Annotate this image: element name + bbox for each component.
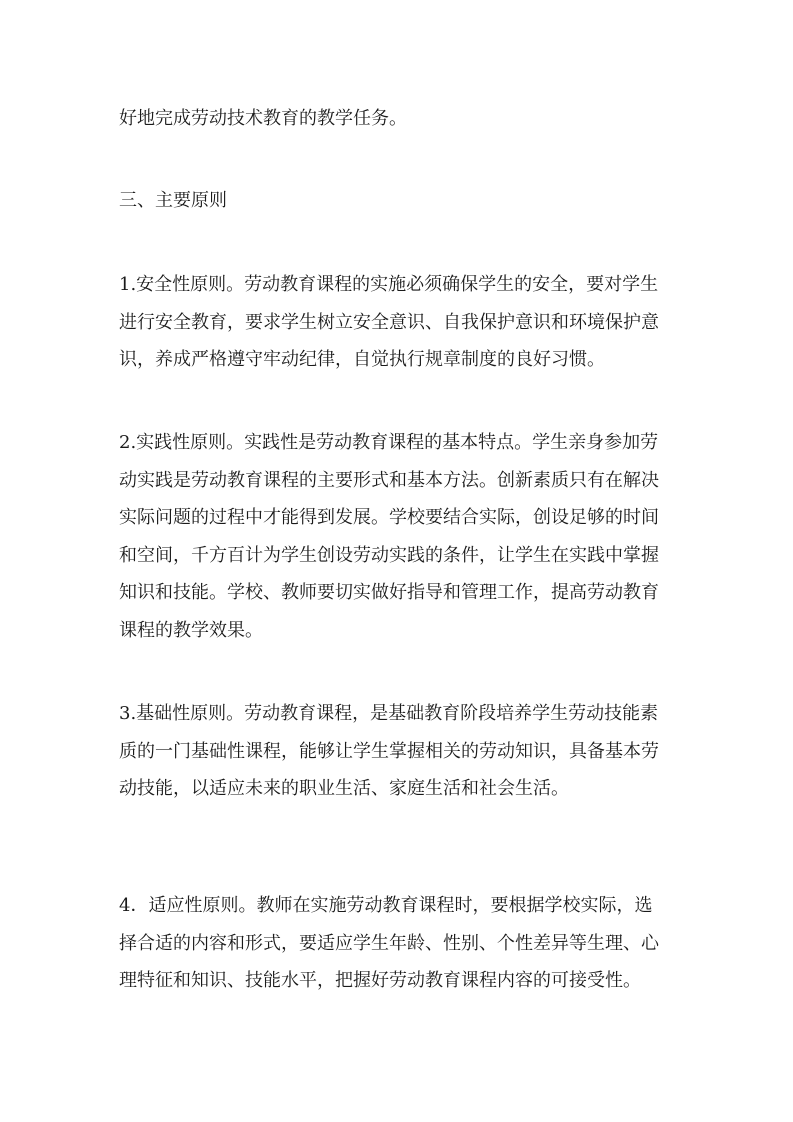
principle-adaptability-paragraph <box>119 887 679 1000</box>
principle-practice-paragraph <box>119 424 679 649</box>
paragraph-line: 进行安全教育，要求学生树立安全意识、自我保护意识和环境保护意 <box>119 311 659 333</box>
principle-safety-paragraph <box>119 266 679 379</box>
paragraph-line: 动技能，以适应未来的职业生活、家庭生活和社会生活。 <box>119 778 569 799</box>
paragraph-line: 和空间，千方百计为学生创设劳动实践的条件，让学生在实践中掌握 <box>119 544 659 566</box>
paragraph-line: 动实践是劳动教育课程的主要形式和基本方法。创新素质只有在解决 <box>119 469 659 491</box>
paragraph-line: 3.基础性原则。劳动教育课程，是基础教育阶段培养学生劳动技能素 <box>119 703 659 724</box>
paragraph-line: 好地完成劳动技术教育的教学任务。 <box>119 108 407 129</box>
paragraph-line: 识，养成严格遵守牢动纪律，自觉执行规章制度的良好习惯。 <box>119 349 605 370</box>
principle-foundation-paragraph <box>119 695 679 808</box>
paragraph-line: 实际问题的过程中才能得到发展。学校要结合实际，创设足够的时间 <box>119 507 659 528</box>
paragraph-line: 1.安全性原则。劳动教育课程的实施必须确保学生的安全，要对学生 <box>119 274 659 295</box>
heading-text: 三、主要原则 <box>119 190 227 211</box>
paragraph-line: 质的一门基础性课程，能够让学生掌握相关的劳动知识，具备基本劳 <box>119 740 659 762</box>
paragraph-line: 理特征和知识、技能水平，把握好劳动教育课程内容的可接受性。 <box>119 970 641 991</box>
section-heading <box>119 182 679 220</box>
paragraph-line: 择合适的内容和形式，要适应学生年龄、性别、个性差异等生理、心 <box>119 932 659 954</box>
paragraph-line: 2.实践性原则。实践性是劳动教育课程的基本特点。学生亲身参加劳 <box>119 432 659 453</box>
paragraph-line: 课程的教学效果。 <box>119 619 263 641</box>
paragraph-line: 4．适应性原则。教师在实施劳动教育课程时，要根据学校实际，选 <box>119 895 653 916</box>
paragraph-line: 知识和技能。学校、教师要切实做好指导和管理工作，提高劳动教育 <box>119 582 659 603</box>
intro-paragraph <box>119 100 679 138</box>
